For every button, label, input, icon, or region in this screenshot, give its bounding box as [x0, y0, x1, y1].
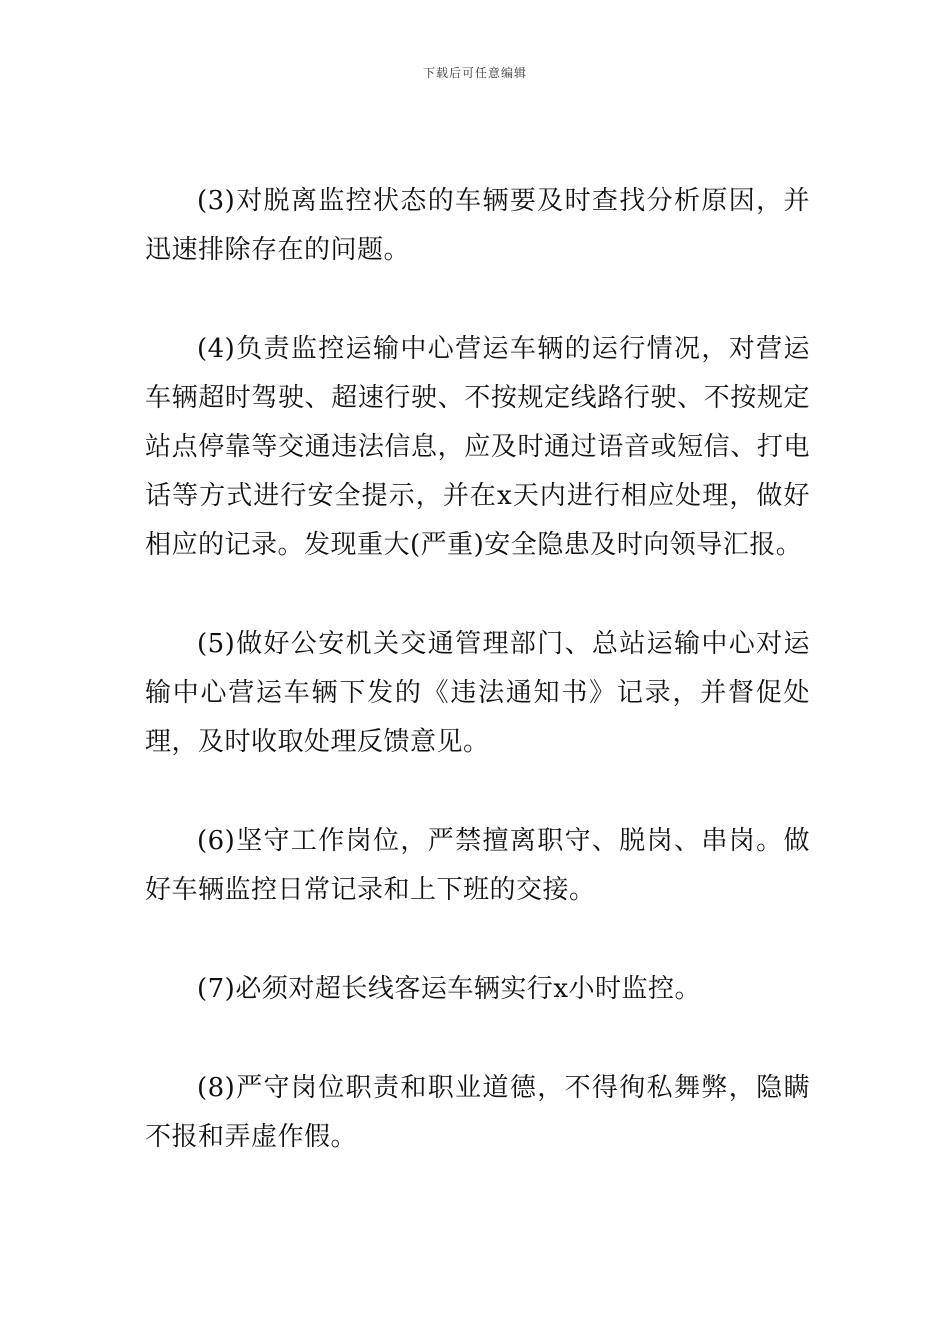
paragraph-8: (8)严守岗位职责和职业道德，不得徇私舞弊，隐瞒不报和弄虚作假。: [145, 1073, 810, 1152]
paragraph-5: (5)做好公安机关交通管理部门、总站运输中心对运输中心营运车辆下发的《违法通知书》记录，并督促处理，及时收取处理反馈意见。: [145, 629, 810, 757]
paragraph-4: (4)负责监控运输中心营运车辆的运行情况，对营运车辆超时驾驶、超速行驶、不按规定线路行驶、不按规定站点停靠等交通违法信息，应及时通过语音或短信、打电话等方式进行安全提示，并在x天内进行相应处理，做好相应的记录。发现重大(严重)安全隐患及时向领导汇报。: [145, 334, 810, 560]
header-note: 下载后可任意编辑: [422, 66, 527, 80]
paragraph-7: (7)必须对超长线客运车辆实行x小时监控。: [197, 974, 701, 1004]
document-body: [145, 177, 810, 1212]
paragraph-6: (6)坚守工作岗位，严禁擅离职守、脱岗、串岗。做好车辆监控日常记录和上下班的交接。: [145, 826, 810, 905]
paragraph-3: (3)对脱离监控状态的车辆要及时查找分析原因，并迅速排除存在的问题。: [145, 186, 810, 265]
